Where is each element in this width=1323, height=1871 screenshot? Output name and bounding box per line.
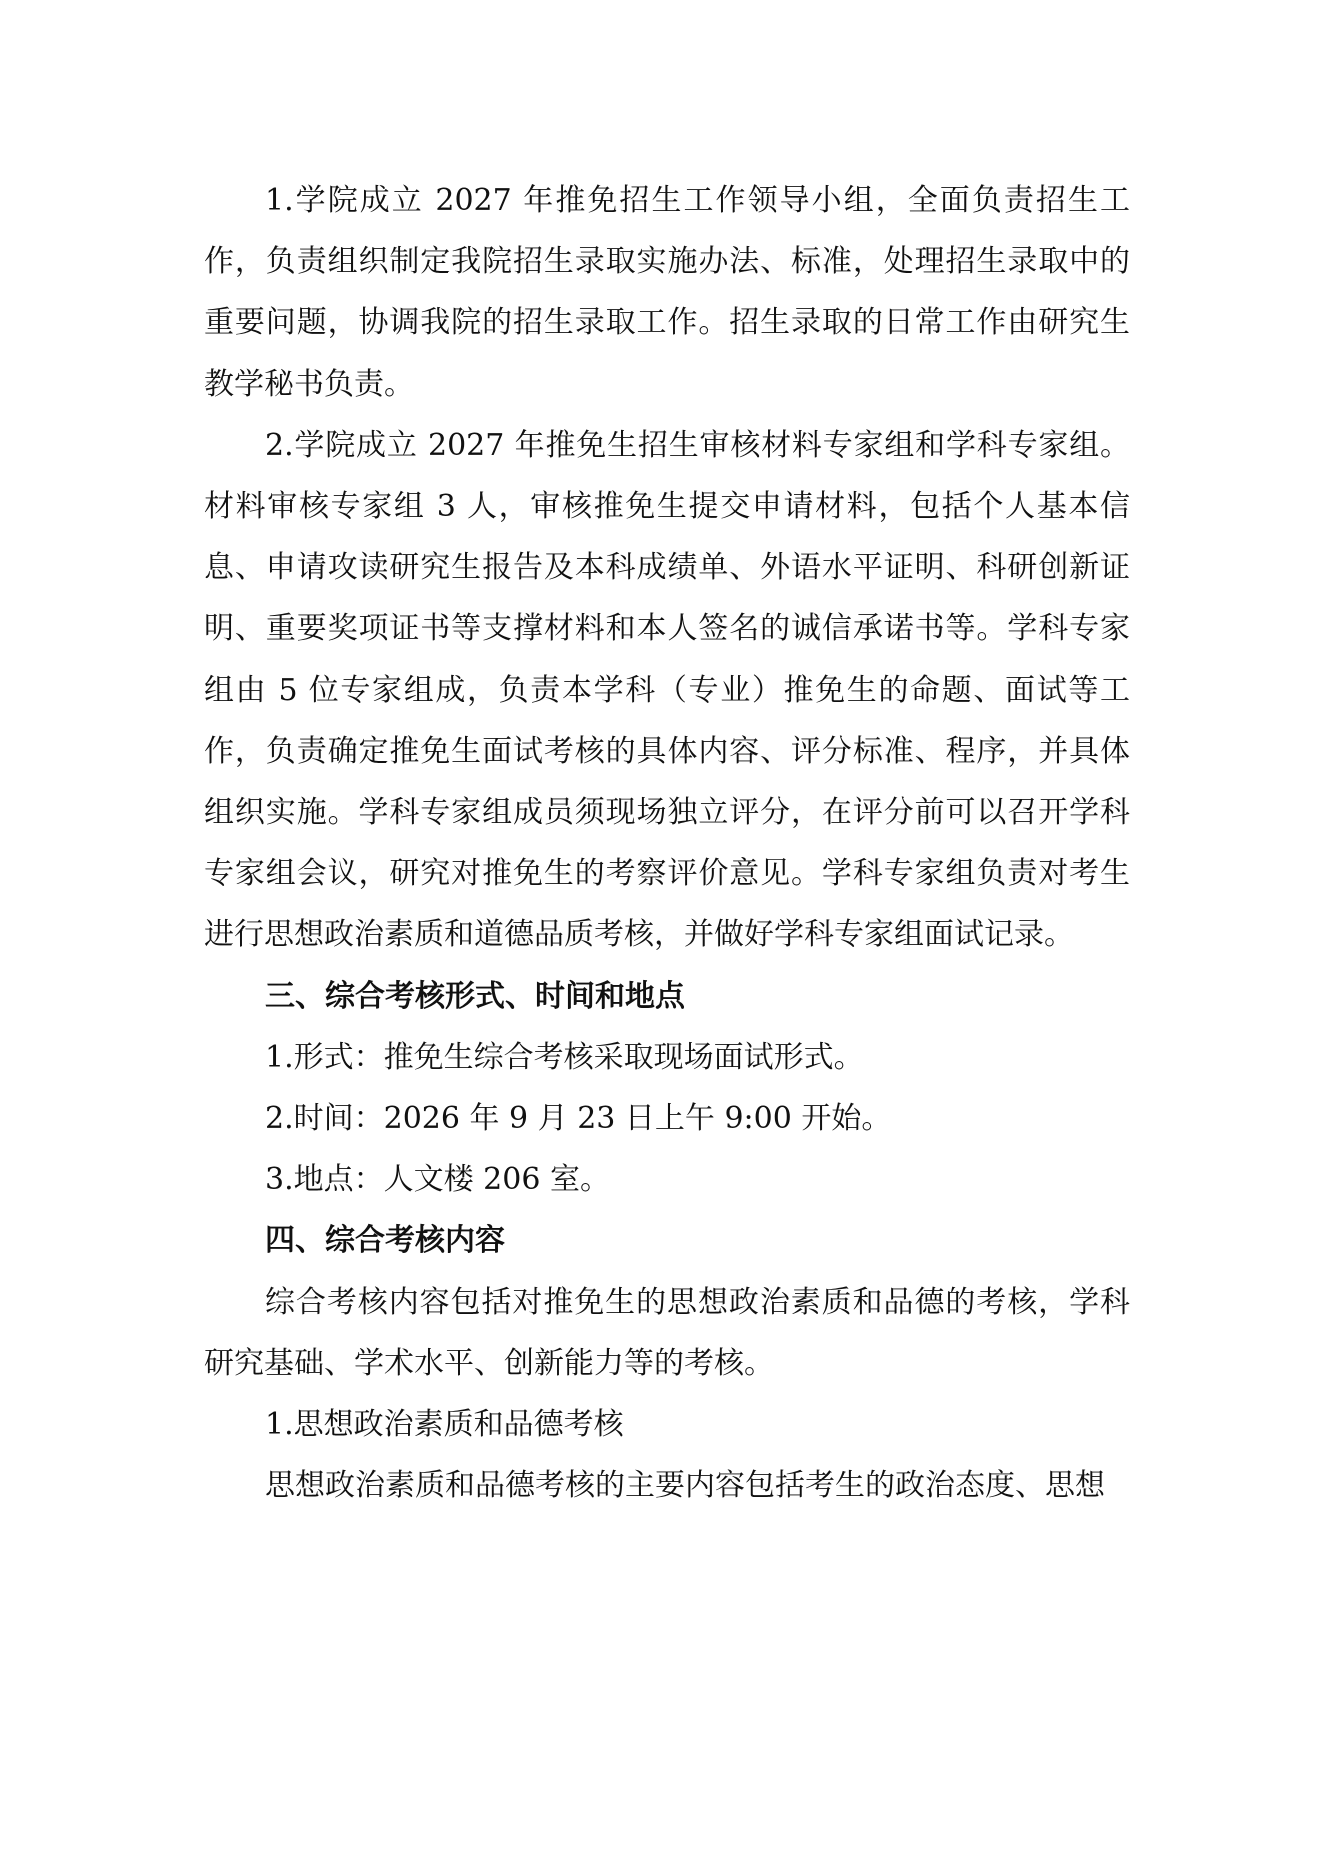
paragraph-expert-groups: 2.学院成立 2027 年推免生招生审核材料专家组和学科专家组。材料审核专家组 3 人，审核推免生提交申请材料，包括个人基本信息、申请攻读研究生报告及本科成绩单、外语水平证明、科研创新证明、重要奖项证书等支撑材料和本人签名的诚信承诺书等。学科专家组由 5 位专家组成，负责本学科（专业）推免生的命题、面试等工作，负责确定推免生面试考核的具体内容、评分标准、程序，并具体组织实施。学科专家组成员须现场独立评分，在评分前可以召开学科专家组会议，研究对推免生的考察评价意见。学科专家组负责对考生进行思想政治素质和道德品质考核，并做好学科专家组面试记录。 [204, 427, 1130, 953]
document-page [204, 170, 1130, 1516]
paragraph-time: 2.时间：2026 年 9 月 23 日上午 9:00 开始。 [265, 1101, 892, 1137]
paragraph-leadership-group: 1.学院成立 2027 年推免招生工作领导小组，全面负责招生工作，负责组织制定我院招生录取实施办法、标准，处理招生录取中的重要问题，协调我院的招生录取工作。招生录取的日常工作由研究生教学秘书负责。 [204, 183, 1130, 402]
paragraph-form: 1.形式：推免生综合考核采取现场面试形式。 [265, 1039, 864, 1075]
paragraph-subheading-ideology: 1.思想政治素质和品德考核 [265, 1407, 624, 1443]
paragraph-location: 3.地点：人文楼 206 室。 [265, 1162, 610, 1198]
section-heading-4: 四、综合考核内容 [265, 1223, 505, 1259]
section-heading-3: 三、综合考核形式、时间和地点 [265, 978, 685, 1014]
paragraph-ideology-detail: 思想政治素质和品德考核的主要内容包括考生的政治态度、思想 [265, 1468, 1105, 1504]
paragraph-content-overview: 综合考核内容包括对推免生的思想政治素质和品德的考核，学科研究基础、学术水平、创新能力等的考核。 [204, 1284, 1130, 1381]
